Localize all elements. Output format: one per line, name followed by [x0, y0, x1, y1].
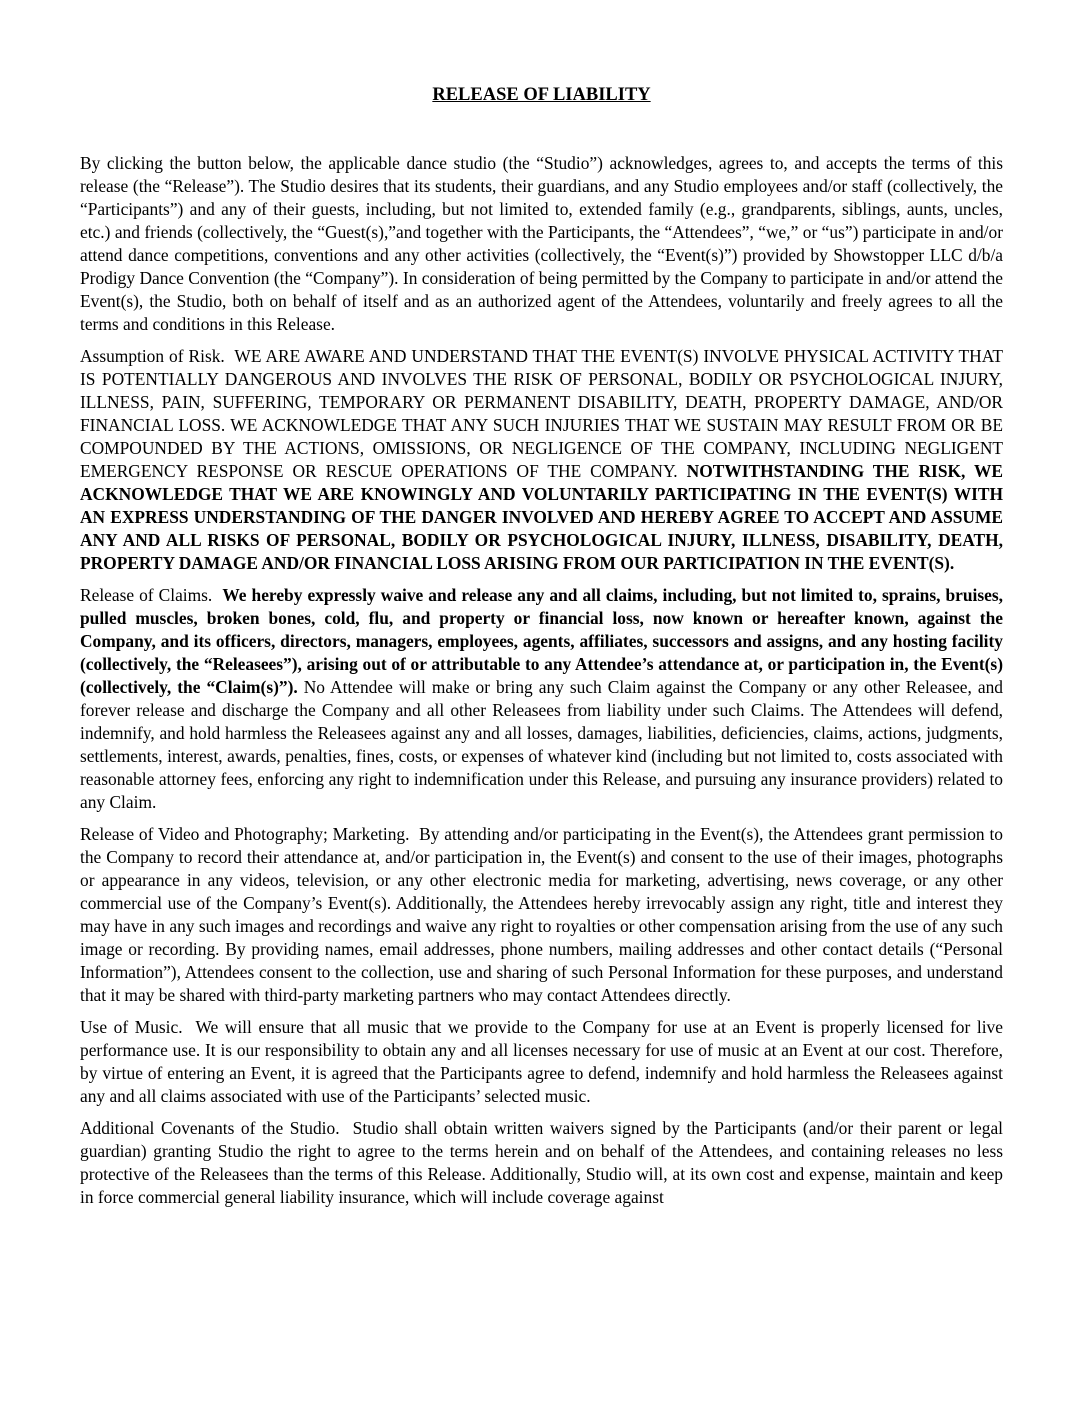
intro-text: By clicking the button below, the applicable dance studio (the “Studio”) acknowledges, agrees to, and accepts the terms of this release (the “Release”). The Studio desires that its students, their guardians, and any Studio employees and/or staff (collectively, the “Participants”) and any of their guests, including, but not limited to, extended family (e.g., grandparents, siblings, aunts, uncles, etc.) and friends (collectively, the “Guest(s),”and together with the Participants, the “Attendees”, “we,” or “us”) participate in and/or attend dance competitions, conventions and any other activities (collectively, the “Event(s)”) provided by Showstopper LLC d/b/a Prodigy Dance Convention (the “Company”). In consideration of being permitted by the Company to participate in and/or attend the Event(s), the Studio, both on behalf of itself and as an authorized agent of the Attendees, voluntarily and freely agrees to all the terms and conditions in this Release. [80, 153, 1003, 334]
assumption-bold-text: NOTWITHSTANDING THE RISK, WE ACKNOWLEDGE THAT WE ARE KNOWINGLY AND VOLUNTARILY PARTICIPATING IN THE EVENT(S) WITH AN EXPRESS UNDERSTANDING OF THE DANGER INVOLVED AND HEREBY AGREE TO ACCEPT AND ASSUME ANY AND ALL RISKS OF PERSONAL, BODILY OR PSYCHOLOGICAL INJURY, ILLNESS, DISABILITY, DEATH, PROPERTY DAMAGE AND/OR FINANCIAL LOSS ARISING FROM OUR PARTICIPATION IN THE EVENT(S). [80, 461, 1004, 573]
video-release-text: By attending and/or participating in the Event(s), the Attendees grant permission to the Company to record their attendance at, and/or participation in, the Event(s) and consent to the use of their images, photographs or appearance in any videos, television, or any other electronic media for marketing, advertising, news coverage, or any other commercial use of the Company’s Event(s). Additionally, the Attendees hereby irrevocably assign any right, title and interest they may have in any such images and recordings and waive any right to royalties or other compensation arising from the use of any such image or recording. By providing names, email addresses, phone numbers, mailing addresses and other contact details (“Personal Information”), Attendees consent to the collection, use and sharing of such Personal Information for these purposes, and understand that it may be shared with third-party marketing partners who may contact Attendees directly. [80, 824, 1003, 1005]
document-page [80, 84, 1003, 1218]
assumption-of-risk-paragraph [80, 345, 1003, 575]
music-heading: Use of Music. [80, 1017, 183, 1037]
release-claims-text: No Attendee will make or bring any such Claim against the Company or any other Releasee, and forever release and discharge the Company and all other Releasees from liability under such Claims. The Attendees will defend, indemnify, and hold harmless the Releasees against any and all losses, damages, liabilities, deficiencies, claims, actions, judgments, settlements, interest, awards, penalties, fines, costs, or expenses of whatever kind (including but not limited to, costs associated with reasonable attorney fees, enforcing any right to indemnification under this Release, and pursuing any insurance providers) related to any Claim. [80, 677, 1003, 812]
video-release-heading: Release of Video and Photography; Marketing. [80, 824, 410, 844]
assumption-heading: Assumption of Risk. [80, 346, 225, 366]
assumption-text: WE ARE AWARE AND UNDERSTAND THAT THE EVENT(S) INVOLVE PHYSICAL ACTIVITY THAT IS POTENTIALLY DANGEROUS AND INVOLVES THE RISK OF PERSONAL, BODILY OR PSYCHOLOGICAL INJURY, ILLNESS, PAIN, SUFFERING, TEMPORARY OR PERMANENT DISABILITY, DEATH, PROPERTY DAMAGE, AND/OR FINANCIAL LOSS. WE ACKNOWLEDGE THAT ANY SUCH INJURIES THAT WE SUSTAIN MAY RESULT FROM OR BE COMPOUNDED BY THE ACTIONS, OMISSIONS, OR NEGLIGENCE OF THE COMPANY, INCLUDING NEGLIGENT EMERGENCY RESPONSE OR RESCUE OPERATIONS OF THE COMPANY. [80, 346, 1003, 481]
release-claims-heading: Release of Claims. [80, 585, 213, 605]
covenants-text: Studio shall obtain written waivers signed by the Participants (and/or their parent or legal guardian) granting Studio the right to agree to the terms herein and on behalf of the Attendees, and containing releases no less protective of the Releasees than the terms of this Release. Additionally, Studio will, at its own cost and expense, maintain and keep in force commercial general liability insurance, which will include coverage against [80, 1118, 1003, 1207]
document-title: RELEASE OF LIABILITY [432, 85, 651, 105]
intro-paragraph [80, 152, 1003, 336]
video-release-paragraph [80, 823, 1003, 1007]
release-of-claims-paragraph [80, 584, 1003, 814]
covenants-heading: Additional Covenants of the Studio. [80, 1118, 340, 1138]
covenants-paragraph [80, 1117, 1003, 1209]
use-of-music-paragraph [80, 1016, 1003, 1108]
release-claims-bold-text: We hereby expressly waive and release any and all claims, including, but not limited to, sprains, bruises, pulled muscles, broken bones, cold, flu, and property or financial loss, now known or hereafter known, against the Company, and its officers, directors, managers, employees, agents, affiliates, successors and assigns, and any hosting facility (collectively, the “Releasees”), arising out of or attributable to any Attendee’s attendance at, or participation in, the Event(s)(collectively, the “Claim(s)”). [80, 585, 1003, 697]
music-text: We will ensure that all music that we provide to the Company for use at an Event is properly licensed for live performance use. It is our responsibility to obtain any and all licenses necessary for use of music at an Event at our cost. Therefore, by virtue of entering an Event, it is agreed that the Participants agree to defend, indemnify and hold harmless the Releasees against any and all claims associated with use of the Participants’ selected music. [80, 1017, 1003, 1106]
